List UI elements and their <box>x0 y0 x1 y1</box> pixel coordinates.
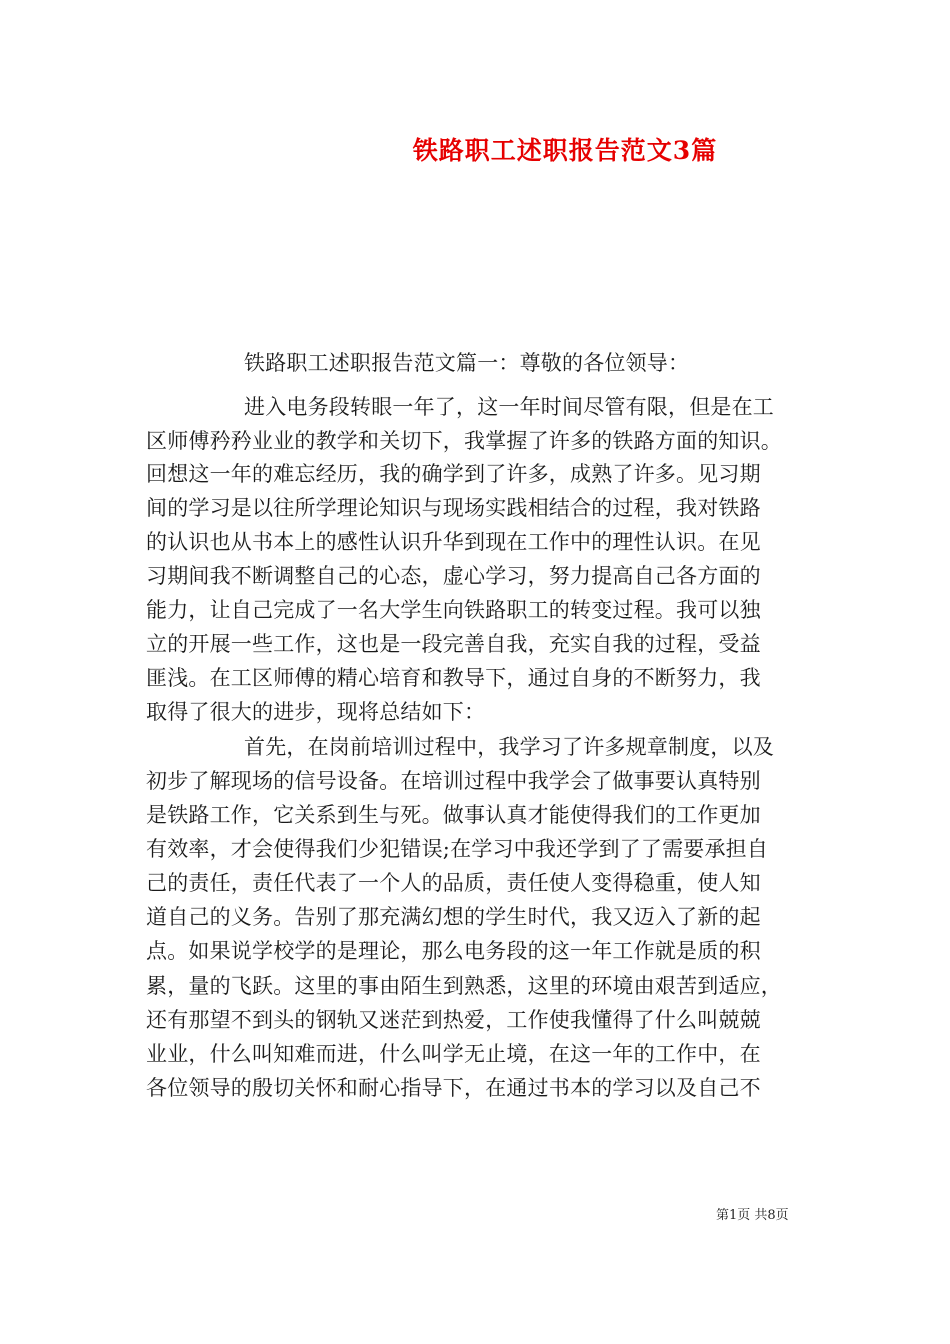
text-line: 取得了很大的进步，现将总结如下： <box>146 700 486 724</box>
text-line: 进入电务段转眼一年了，这一年时间尽管有限，但是在工 <box>244 395 774 419</box>
text-line: 累，量的飞跃。这里的事由陌生到熟悉，这里的环境由艰苦到适应， <box>146 974 782 998</box>
text-line: 间的学习是以往所学理论知识与现场实践相结合的过程，我对铁路 <box>146 496 761 520</box>
page-footer: 第1页 共8页 <box>716 1208 789 1223</box>
text-line: 有效率，才会使得我们少犯错误;在学习中我还学到了了需要承担自 <box>146 837 769 861</box>
text-line: 习期间我不断调整自己的心态，虚心学习，努力提高自己各方面的 <box>146 564 761 588</box>
text-line: 是铁路工作，它关系到生与死。做事认真才能使得我们的工作更加 <box>146 803 761 827</box>
text-line: 己的责任，责任代表了一个人的品质，责任使人变得稳重，使人知 <box>146 871 761 895</box>
text-line: 回想这一年的难忘经历，我的确学到了许多，成熟了许多。见习期 <box>146 462 761 486</box>
text-line: 点。如果说学校学的是理论，那么电务段的这一年工作就是质的积 <box>146 939 761 963</box>
text-line: 各位领导的殷切关怀和耐心指导下，在通过书本的学习以及自己不 <box>146 1076 761 1100</box>
text-line: 的认识也从书本上的感性认识升华到现在工作中的理性认识。在见 <box>146 530 761 554</box>
text-line: 匪浅。在工区师傅的精心培育和教导下，通过自身的不断努力，我 <box>146 666 761 690</box>
text-line: 业业，什么叫知难而进，什么叫学无止境，在这一年的工作中，在 <box>146 1042 761 1066</box>
text-line: 道自己的义务。告别了那充满幻想的学生时代，我又迈入了新的起 <box>146 905 761 929</box>
text-line: 能力，让自己完成了一名大学生向铁路职工的转变过程。我可以独 <box>146 598 761 622</box>
text-line: 首先，在岗前培训过程中，我学习了许多规章制度，以及 <box>244 735 774 759</box>
text-line: 铁路职工述职报告范文篇一：尊敬的各位领导： <box>244 351 690 375</box>
text-line: 初步了解现场的信号设备。在培训过程中我学会了做事要认真特别 <box>146 769 761 793</box>
text-line: 区师傅矜矜业业的教学和关切下，我掌握了许多的铁路方面的知识。 <box>146 429 782 453</box>
text-line: 立的开展一些工作，这也是一段完善自我，充实自我的过程，受益 <box>146 632 761 656</box>
document-title: 铁路职工述职报告范文3篇 <box>412 136 718 165</box>
text-line: 还有那望不到头的钢轨又迷茫到热爱，工作使我懂得了什么叫兢兢 <box>146 1008 761 1032</box>
